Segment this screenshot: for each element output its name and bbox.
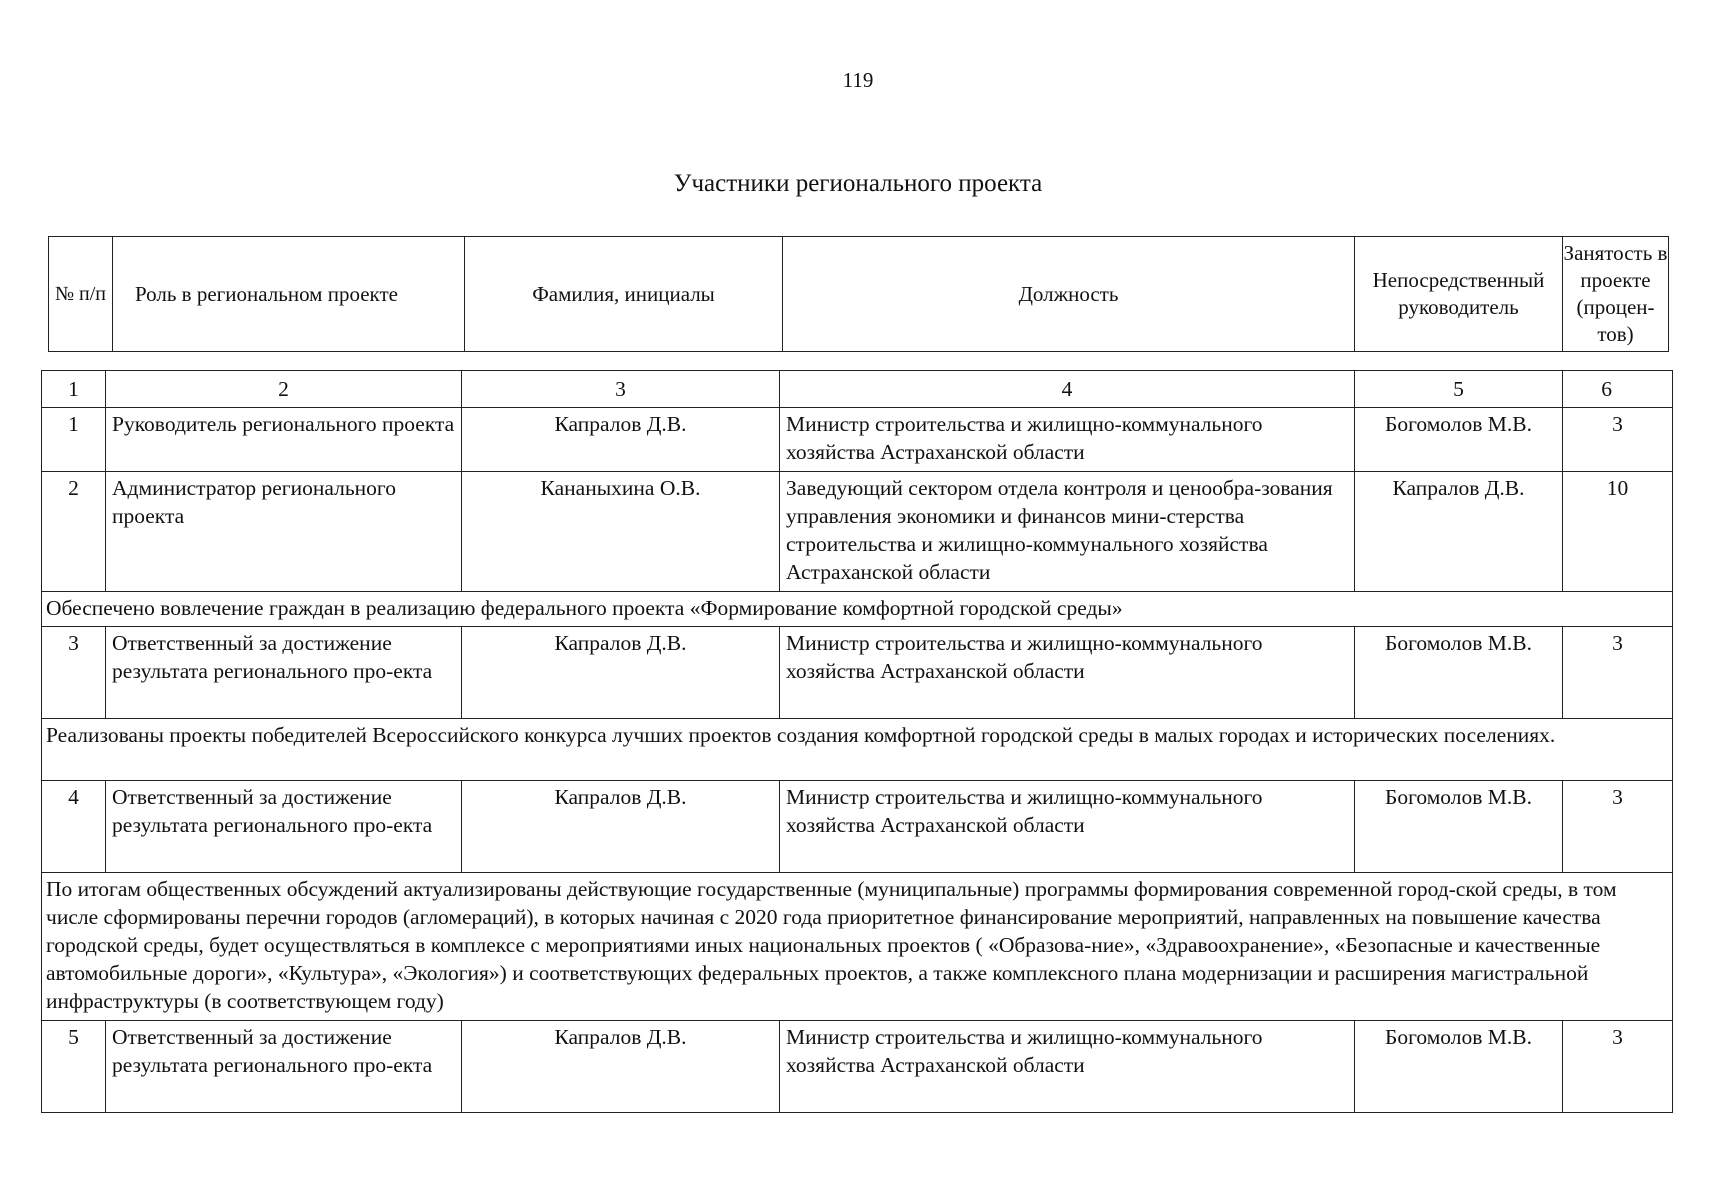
column-number: 5 [1355, 371, 1563, 408]
row-manager: Богомолов М.В. [1355, 1021, 1563, 1113]
header-row [49, 237, 1669, 352]
table-row [42, 781, 1673, 873]
section-row [42, 873, 1673, 1021]
row-position: Министр строительства и жилищно-коммунального хозяйства Астраханской области [780, 408, 1355, 472]
table-row [42, 472, 1673, 592]
row-employment: 10 [1563, 472, 1673, 592]
row-number: 4 [42, 781, 106, 873]
table-row [42, 408, 1673, 472]
section-row [42, 719, 1673, 781]
header-employment: Занятость в проекте (процен-тов) [1563, 237, 1669, 352]
section-heading: Реализованы проекты победителей Всероссийского конкурса лучших проектов создания комфортной городской среды в малых городах и исторических поселениях. [42, 719, 1673, 781]
column-number: 3 [462, 371, 780, 408]
header-number: № п/п [49, 237, 113, 352]
table-row [42, 1021, 1673, 1113]
row-name: Капралов Д.В. [462, 1021, 780, 1113]
row-position: Министр строительства и жилищно-коммунального хозяйства Астраханской области [780, 781, 1355, 873]
row-employment: 3 [1563, 781, 1673, 873]
participants-table [41, 370, 1673, 1113]
column-number: 4 [780, 371, 1355, 408]
header-table [48, 236, 1669, 352]
header-name: Фамилия, инициалы [465, 237, 783, 352]
row-name: Капралов Д.В. [462, 781, 780, 873]
section-heading: По итогам общественных обсуждений актуализированы действующие государственные (муниципальные) программы формирования современной город-ской среды, в том числе сформированы перечни городов (агломераций), в которых начиная с 2020 года приоритетное финансирование мероприятий, направленных на повышение качества городской среды, будет осуществляться в комплексе с мероприятиями иных национальных проектов ( «Образова-ние», «Здравоохранение», «Безопасные и качественные автомобильные дороги», «Культура», «Экология») и соответствующих федеральных проектов, а также комплексного плана модернизации и расширения магистральной инфраструктуры (в соответствующем году) [42, 873, 1673, 1021]
row-employment: 3 [1563, 1021, 1673, 1113]
row-role: Ответственный за достижение результата регионального про-екта [106, 781, 462, 873]
column-number: 1 [42, 371, 106, 408]
table-row [42, 627, 1673, 719]
row-name: Капралов Д.В. [462, 408, 780, 472]
column-number: 6 [1563, 371, 1673, 408]
row-role: Администратор регионального проекта [106, 472, 462, 592]
row-number: 2 [42, 472, 106, 592]
row-manager: Богомолов М.В. [1355, 627, 1563, 719]
column-number-row [42, 371, 1673, 408]
header-position: Должность [783, 237, 1355, 352]
header-role: Роль в региональном проекте [113, 237, 465, 352]
row-position: Министр строительства и жилищно-коммунального хозяйства Астраханской области [780, 1021, 1355, 1113]
row-position: Заведующий сектором отдела контроля и ценообра-зования управления экономики и финансов мини-стерства строительства и жилищно-коммунального хозяйства Астраханской области [780, 472, 1355, 592]
row-role: Ответственный за достижение результата регионального про-екта [106, 627, 462, 719]
row-number: 1 [42, 408, 106, 472]
row-number: 3 [42, 627, 106, 719]
row-manager: Богомолов М.В. [1355, 408, 1563, 472]
document-title: Участники регионального проекта [673, 170, 1043, 197]
section-row [42, 592, 1673, 627]
row-role: Ответственный за достижение результата регионального про-екта [106, 1021, 462, 1113]
row-name: Капралов Д.В. [462, 627, 780, 719]
row-name: Кананыхина О.В. [462, 472, 780, 592]
row-position: Министр строительства и жилищно-коммунального хозяйства Астраханской области [780, 627, 1355, 719]
header-manager: Непосредственный руководитель [1355, 237, 1563, 352]
row-employment: 3 [1563, 627, 1673, 719]
row-employment: 3 [1563, 408, 1673, 472]
row-role: Руководитель регионального проекта [106, 408, 462, 472]
column-number: 2 [106, 371, 462, 408]
row-number: 5 [42, 1021, 106, 1113]
row-manager: Богомолов М.В. [1355, 781, 1563, 873]
page-number: 119 [842, 68, 874, 92]
row-manager: Капралов Д.В. [1355, 472, 1563, 592]
section-heading: Обеспечено вовлечение граждан в реализацию федерального проекта «Формирование комфортной городской среды» [42, 592, 1673, 627]
